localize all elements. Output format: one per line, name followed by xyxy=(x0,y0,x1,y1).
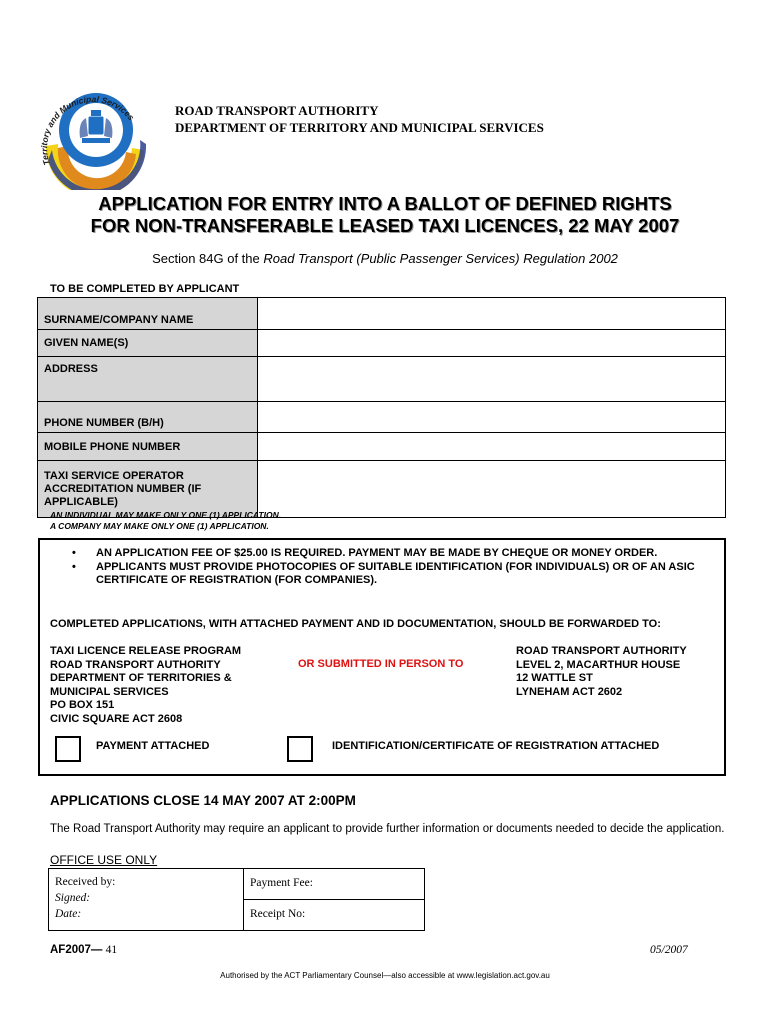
receipt-no-cell[interactable] xyxy=(244,900,425,931)
office-use-table xyxy=(48,868,425,931)
applicant-table xyxy=(37,297,726,518)
identification-attached-label: IDENTIFICATION/CERTIFICATE OF REGISTRATION ATTACHED xyxy=(332,740,660,752)
payment-attached-label: PAYMENT ATTACHED xyxy=(96,740,210,752)
table-row xyxy=(49,869,425,900)
address-field[interactable] xyxy=(258,357,726,402)
date-label: Date: xyxy=(55,908,82,920)
field-label: SURNAME/COMPANY NAME xyxy=(38,298,258,330)
office-use-heading: OFFICE USE ONLY xyxy=(50,853,158,867)
payment-fee-cell[interactable] xyxy=(244,869,425,900)
address-line: DEPARTMENT OF TERRITORIES & xyxy=(50,672,232,684)
form-code-prefix: AF2007— xyxy=(50,944,103,956)
table-row xyxy=(38,298,726,330)
forward-instructions: COMPLETED APPLICATIONS, WITH ATTACHED PAYMENT AND ID DOCUMENTATION, SHOULD BE FORWARDED TO: xyxy=(50,618,661,630)
accreditation-number-field[interactable] xyxy=(258,461,726,518)
logo-arc-text: Territory and Municipal Services xyxy=(39,94,137,167)
list-item: • APPLICANTS MUST PROVIDE PHOTOCOPIES OF SUITABLE IDENTIFICATION (FOR INDIVIDUALS) OR OF AN ASIC CERTIFICATE OF REGISTRATION (FOR COMPANIES). xyxy=(68,561,728,588)
table-row xyxy=(38,357,726,402)
address-line: ROAD TRANSPORT AUTHORITY xyxy=(516,645,687,657)
form-date: 05/2007 xyxy=(650,944,688,956)
field-label: GIVEN NAME(S) xyxy=(38,330,258,357)
applicant-heading: TO BE COMPLETED BY APPLICANT xyxy=(50,283,240,295)
organisation-heading xyxy=(175,102,544,136)
field-label: TAXI SERVICE OPERATOR ACCREDITATION NUMBER (IF APPLICABLE) xyxy=(38,461,258,518)
address-line: ROAD TRANSPORT AUTHORITY xyxy=(50,658,221,671)
received-cell[interactable] xyxy=(49,869,244,931)
table-row xyxy=(38,330,726,357)
title-line-1: APPLICATION FOR ENTRY INTO A BALLOT OF DEFINED RIGHTS xyxy=(98,193,672,214)
field-label: PHONE NUMBER (B/H) xyxy=(38,402,258,433)
requirements-list xyxy=(68,547,728,588)
field-label: ADDRESS xyxy=(38,357,258,402)
table-row xyxy=(38,461,726,518)
given-names-field[interactable] xyxy=(258,330,726,357)
field-label: MOBILE PHONE NUMBER xyxy=(38,433,258,461)
form-title xyxy=(0,193,770,237)
list-item: • AN APPLICATION FEE OF $25.00 IS REQUIRED. PAYMENT MAY BE MADE BY CHEQUE OR MONEY ORDER. xyxy=(68,547,728,561)
address-line: LEVEL 2, MACARTHUR HOUSE xyxy=(516,658,681,671)
further-information-note: The Road Transport Authority may require an applicant to provide further information or documents needed to decide the application. xyxy=(50,823,725,835)
section-prefix: Section 84G of the xyxy=(152,251,264,266)
form-number: 41 xyxy=(105,944,118,956)
title-line-2: FOR NON-TRANSFERABLE LEASED TAXI LICENCES, 22 MAY 2007 xyxy=(90,215,680,236)
postal-address xyxy=(50,645,241,726)
table-row xyxy=(38,402,726,433)
surname-company-field[interactable] xyxy=(258,298,726,330)
individual-note: AN INDIVIDUAL MAY MAKE ONLY ONE (1) APPLICATION. xyxy=(50,510,282,520)
address-line: CIVIC SQUARE ACT 2608 xyxy=(50,712,183,725)
in-person-option: OR SUBMITTED IN PERSON TO xyxy=(298,658,464,670)
phone-bh-field[interactable] xyxy=(258,402,726,433)
submission-info-box xyxy=(38,538,726,776)
section-reference xyxy=(0,251,770,266)
company-note: A COMPANY MAY MAKE ONLY ONE (1) APPLICATION. xyxy=(50,520,269,531)
payment-fee-label: Payment Fee: xyxy=(250,877,313,889)
authorisation-footer: Authorised by the ACT Parliamentary Counsel—also accessible at www.legislation.act.gov.au xyxy=(220,971,550,980)
signed-label: Signed: xyxy=(55,892,91,904)
address-line: TAXI LICENCE RELEASE PROGRAM xyxy=(50,645,242,657)
address-line: LYNEHAM ACT 2602 xyxy=(516,685,623,698)
government-logo xyxy=(28,80,156,190)
table-row xyxy=(38,433,726,461)
regulation-name: Road Transport (Public Passenger Services) Regulation 2002 xyxy=(263,251,618,266)
address-line: PO BOX 151 xyxy=(50,699,115,711)
org-line-1: ROAD TRANSPORT AUTHORITY xyxy=(175,103,379,118)
form-code xyxy=(50,944,117,956)
org-line-2: DEPARTMENT OF TERRITORY AND MUNICIPAL SERVICES xyxy=(175,120,544,135)
in-person-address xyxy=(516,645,687,699)
identification-attached-checkbox[interactable] xyxy=(287,736,313,762)
payment-attached-checkbox[interactable] xyxy=(55,736,81,762)
address-line: 12 WATTLE ST xyxy=(516,672,593,684)
closing-date: APPLICATIONS CLOSE 14 MAY 2007 AT 2:00PM xyxy=(50,793,356,808)
mobile-phone-field[interactable] xyxy=(258,433,726,461)
application-limit-notes xyxy=(50,510,281,531)
address-line: MUNICIPAL SERVICES xyxy=(50,685,169,698)
received-by-label: Received by: xyxy=(55,876,116,888)
receipt-no-label: Receipt No: xyxy=(250,908,306,920)
